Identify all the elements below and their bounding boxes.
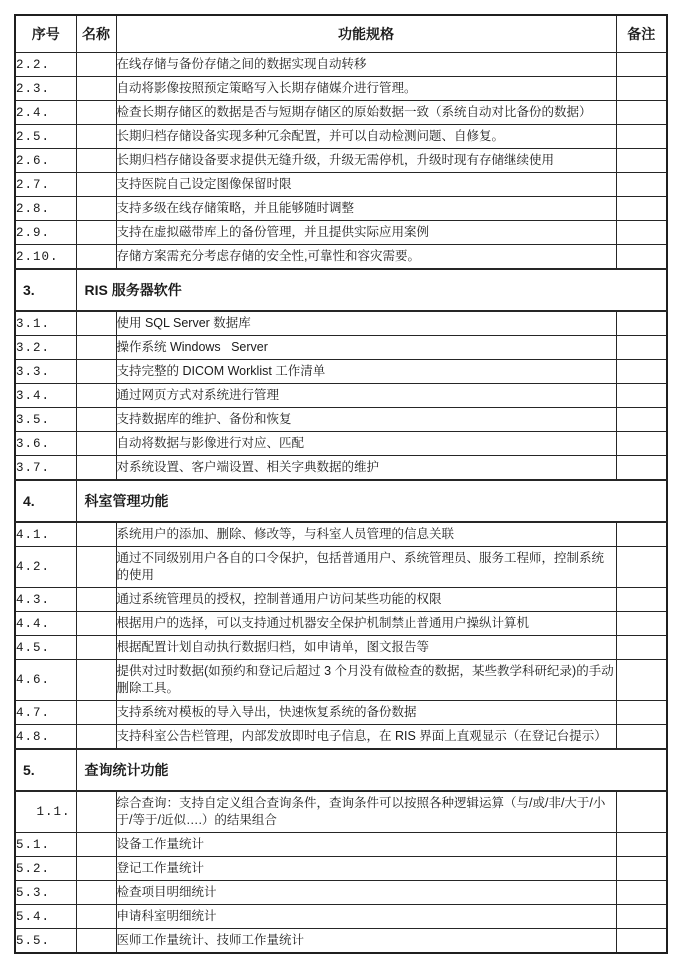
spec-cell: 支持完整的 DICOM Worklist 工作清单 (116, 360, 616, 384)
row-number-cell: 1.1. (15, 791, 76, 833)
row-number-cell: 4.2. (15, 547, 76, 588)
name-cell (76, 360, 116, 384)
row-number-cell: 3.3. (15, 360, 76, 384)
note-cell (616, 547, 667, 588)
spec-cell: 通过网页方式对系统进行管理 (116, 384, 616, 408)
note-cell (616, 384, 667, 408)
name-cell (76, 660, 116, 701)
note-cell (616, 197, 667, 221)
header-name: 名称 (76, 15, 116, 53)
spec-cell: 支持数据库的维护、备份和恢复 (116, 408, 616, 432)
row-number-cell: 2.9. (15, 221, 76, 245)
name-cell (76, 833, 116, 857)
row-number-cell: 3.1. (15, 311, 76, 336)
table-row (15, 929, 667, 954)
header-spec: 功能规格 (116, 15, 616, 53)
name-cell (76, 408, 116, 432)
row-number-cell: 5. (15, 749, 76, 791)
section-row (15, 269, 667, 311)
table-row (15, 547, 667, 588)
spec-table (14, 14, 668, 954)
header-note: 备注 (616, 15, 667, 53)
row-number-cell: 2.2. (15, 53, 76, 77)
name-cell (76, 857, 116, 881)
note-cell (616, 660, 667, 701)
table-row (15, 360, 667, 384)
note-cell (616, 905, 667, 929)
row-number-cell: 5.3. (15, 881, 76, 905)
note-cell (616, 522, 667, 547)
table-row (15, 125, 667, 149)
table-row (15, 311, 667, 336)
table-row (15, 791, 667, 833)
spec-cell: 在线存储与备份存储之间的数据实现自动转移 (116, 53, 616, 77)
row-number-cell: 4.3. (15, 588, 76, 612)
note-cell (616, 245, 667, 270)
section-title-cell: 查询统计功能 (76, 749, 667, 791)
note-cell (616, 101, 667, 125)
table-header (15, 15, 667, 53)
spec-cell: 对系统设置、客户端设置、相关字典数据的维护 (116, 456, 616, 481)
table-row (15, 701, 667, 725)
row-number-cell: 3. (15, 269, 76, 311)
name-cell (76, 456, 116, 481)
note-cell (616, 408, 667, 432)
name-cell (76, 588, 116, 612)
name-cell (76, 221, 116, 245)
row-number-cell: 2.8. (15, 197, 76, 221)
name-cell (76, 384, 116, 408)
note-cell (616, 612, 667, 636)
table-row (15, 881, 667, 905)
row-number-cell: 5.4. (15, 905, 76, 929)
note-cell (616, 881, 667, 905)
spec-cell: 根据用户的选择，可以支持通过机器安全保护机制禁止普通用户操纵计算机 (116, 612, 616, 636)
spec-cell: 医师工作量统计、技师工作量统计 (116, 929, 616, 954)
row-number-cell: 3.7. (15, 456, 76, 481)
spec-cell: 登记工作量统计 (116, 857, 616, 881)
note-cell (616, 929, 667, 954)
spec-cell: 支持系统对模板的导入导出，快速恢复系统的备份数据 (116, 701, 616, 725)
name-cell (76, 905, 116, 929)
name-cell (76, 725, 116, 750)
name-cell (76, 336, 116, 360)
name-cell (76, 522, 116, 547)
table-body (15, 53, 667, 954)
table-row (15, 408, 667, 432)
table-row (15, 456, 667, 481)
row-number-cell: 2.10. (15, 245, 76, 270)
row-number-cell: 4.5. (15, 636, 76, 660)
table-row (15, 101, 667, 125)
table-row (15, 636, 667, 660)
table-row (15, 432, 667, 456)
row-number-cell: 5.1. (15, 833, 76, 857)
spec-cell: 长期归档存储设备要求提供无缝升级，升级无需停机，升级时现有存储继续使用 (116, 149, 616, 173)
spec-cell: 支持医院自己设定图像保留时限 (116, 173, 616, 197)
spec-cell: 根据配置计划自动执行数据归档，如申请单，图文报告等 (116, 636, 616, 660)
spec-cell: 综合查询：支持自定义组合查询条件，查询条件可以按照各种逻辑运算（与/或/非/大于/小于/等于/近似….）的结果组合 (116, 791, 616, 833)
spec-cell: 检查长期存储区的数据是否与短期存储区的原始数据一致（系统自动对比备份的数据） (116, 101, 616, 125)
note-cell (616, 701, 667, 725)
row-number-cell: 2.5. (15, 125, 76, 149)
spec-cell: 使用 SQL Server 数据库 (116, 311, 616, 336)
spec-cell: 自动将影像按照预定策略写入长期存储媒介进行管理。 (116, 77, 616, 101)
spec-cell: 申请科室明细统计 (116, 905, 616, 929)
name-cell (76, 77, 116, 101)
note-cell (616, 53, 667, 77)
table-row (15, 149, 667, 173)
spec-cell: 支持多级在线存储策略，并且能够随时调整 (116, 197, 616, 221)
note-cell (616, 311, 667, 336)
name-cell (76, 701, 116, 725)
row-number-cell: 3.4. (15, 384, 76, 408)
row-number-cell: 4.4. (15, 612, 76, 636)
table-row (15, 612, 667, 636)
note-cell (616, 125, 667, 149)
row-number-cell: 4.1. (15, 522, 76, 547)
spec-cell: 系统用户的添加、删除、修改等，与科室人员管理的信息关联 (116, 522, 616, 547)
row-number-cell: 4.7. (15, 701, 76, 725)
header-no: 序号 (15, 15, 76, 53)
spec-cell: 支持科室公告栏管理，内部发放即时电子信息，在 RIS 界面上直观显示（在登记台提示） (116, 725, 616, 750)
name-cell (76, 791, 116, 833)
name-cell (76, 547, 116, 588)
table-row (15, 245, 667, 270)
name-cell (76, 929, 116, 954)
name-cell (76, 311, 116, 336)
table-row (15, 384, 667, 408)
note-cell (616, 833, 667, 857)
row-number-cell: 5.5. (15, 929, 76, 954)
table-row (15, 221, 667, 245)
table-row (15, 857, 667, 881)
row-number-cell: 5.2. (15, 857, 76, 881)
table-row (15, 588, 667, 612)
name-cell (76, 125, 116, 149)
name-cell (76, 245, 116, 270)
note-cell (616, 149, 667, 173)
note-cell (616, 588, 667, 612)
name-cell (76, 432, 116, 456)
spec-cell: 自动将数据与影像进行对应、匹配 (116, 432, 616, 456)
note-cell (616, 77, 667, 101)
spec-cell: 设备工作量统计 (116, 833, 616, 857)
table-row (15, 522, 667, 547)
row-number-cell: 3.6. (15, 432, 76, 456)
spec-cell: 操作系统 Windows Server (116, 336, 616, 360)
note-cell (616, 360, 667, 384)
row-number-cell: 3.2. (15, 336, 76, 360)
name-cell (76, 149, 116, 173)
name-cell (76, 197, 116, 221)
note-cell (616, 791, 667, 833)
spec-cell: 通过不同级别用户各自的口令保护，包括普通用户、系统管理员、服务工程师，控制系统的使用 (116, 547, 616, 588)
note-cell (616, 173, 667, 197)
table-row (15, 833, 667, 857)
table-row (15, 77, 667, 101)
row-number-cell: 2.4. (15, 101, 76, 125)
note-cell (616, 456, 667, 481)
table-row (15, 660, 667, 701)
section-row (15, 480, 667, 522)
section-title-cell: RIS 服务器软件 (76, 269, 667, 311)
table-row (15, 905, 667, 929)
note-cell (616, 432, 667, 456)
row-number-cell: 2.7. (15, 173, 76, 197)
row-number-cell: 2.3. (15, 77, 76, 101)
name-cell (76, 881, 116, 905)
table-row (15, 53, 667, 77)
spec-cell: 通过系统管理员的授权，控制普通用户访问某些功能的权限 (116, 588, 616, 612)
name-cell (76, 53, 116, 77)
section-title-cell: 科室管理功能 (76, 480, 667, 522)
row-number-cell: 3.5. (15, 408, 76, 432)
spec-cell: 存储方案需充分考虑存储的安全性,可靠性和容灾需要。 (116, 245, 616, 270)
row-number-cell: 4.8. (15, 725, 76, 750)
note-cell (616, 636, 667, 660)
row-number-cell: 4.6. (15, 660, 76, 701)
table-row (15, 173, 667, 197)
header-row (15, 15, 667, 53)
row-number-cell: 2.6. (15, 149, 76, 173)
name-cell (76, 636, 116, 660)
note-cell (616, 336, 667, 360)
spec-cell: 长期归档存储设备实现多种冗余配置，并可以自动检测问题、自修复。 (116, 125, 616, 149)
name-cell (76, 101, 116, 125)
spec-cell: 提供对过时数据(如预约和登记后超过 3 个月没有做检查的数据，某些教学科研纪录)的手动删除工具。 (116, 660, 616, 701)
row-number-cell: 4. (15, 480, 76, 522)
note-cell (616, 857, 667, 881)
note-cell (616, 221, 667, 245)
section-row (15, 749, 667, 791)
table-row (15, 336, 667, 360)
name-cell (76, 173, 116, 197)
table-row (15, 197, 667, 221)
note-cell (616, 725, 667, 750)
spec-cell: 支持在虚拟磁带库上的备份管理，并且提供实际应用案例 (116, 221, 616, 245)
table-row (15, 725, 667, 750)
spec-cell: 检查项目明细统计 (116, 881, 616, 905)
name-cell (76, 612, 116, 636)
